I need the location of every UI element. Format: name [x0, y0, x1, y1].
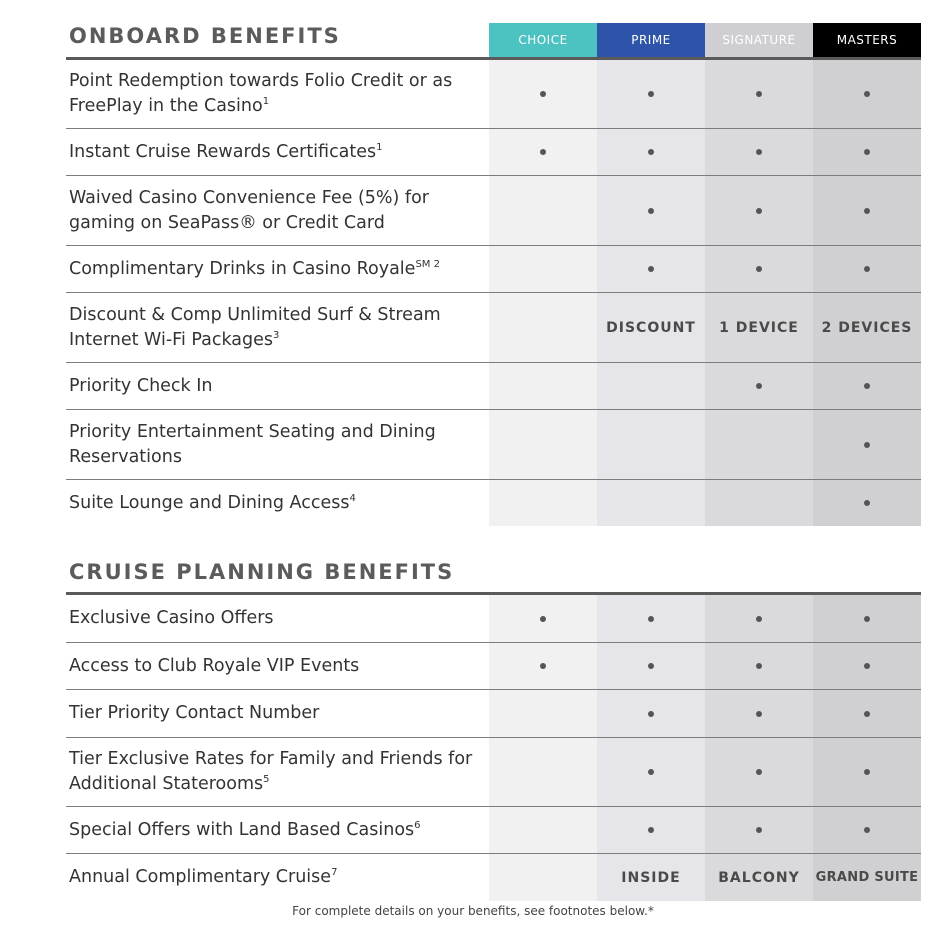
included-bullet-icon [540, 663, 546, 669]
included-bullet-icon [864, 266, 870, 272]
benefit-label-text: Waived Casino Convenience Fee (5%) for gaming on SeaPass® or Credit Card [69, 187, 429, 233]
tier-cell-masters [813, 293, 921, 362]
included-bullet-icon [864, 616, 870, 622]
onboard-benefits-table [66, 60, 921, 526]
benefit-row [66, 643, 921, 690]
tier-cell-signature [705, 246, 813, 292]
included-bullet-icon [756, 208, 762, 214]
footnote-marker: 5 [263, 774, 270, 786]
benefit-label [66, 410, 489, 479]
benefit-label-text: Tier Priority Contact Number [69, 703, 320, 723]
tier-prime: PRIME [597, 23, 705, 57]
included-bullet-icon [756, 149, 762, 155]
included-bullet-icon [864, 149, 870, 155]
benefit-label [66, 246, 489, 292]
cruise-planning-benefits-table [66, 595, 921, 901]
tier-choice: CHOICE [489, 23, 597, 57]
benefit-row [66, 480, 921, 526]
benefit-label [66, 595, 489, 642]
benefit-label [66, 293, 489, 362]
included-bullet-icon [864, 91, 870, 97]
tier-cell-prime [597, 176, 705, 245]
tier-cell-signature [705, 643, 813, 689]
benefit-row [66, 129, 921, 176]
tier-cell-signature [705, 176, 813, 245]
benefit-label-text: Priority Entertainment Seating and Dining Reservations [69, 421, 436, 467]
tier-cell-masters [813, 854, 921, 901]
tier-value-text: INSIDE [621, 869, 681, 886]
tier-cell-prime [597, 246, 705, 292]
tier-cell-choice [489, 60, 597, 128]
tier-cell-prime [597, 643, 705, 689]
tier-value-text: BALCONY [718, 869, 800, 886]
benefit-row [66, 410, 921, 480]
included-bullet-icon [648, 769, 654, 775]
tier-cell-signature [705, 690, 813, 737]
tier-cell-choice [489, 854, 597, 901]
included-bullet-icon [756, 616, 762, 622]
cruise-planning-benefits-title: CRUISE PLANNING BENEFITS [69, 560, 455, 584]
tier-cell-signature [705, 480, 813, 526]
benefit-row [66, 690, 921, 738]
tier-value-text: 2 DEVICES [821, 319, 913, 336]
tier-cell-prime [597, 480, 705, 526]
included-bullet-icon [864, 827, 870, 833]
onboard-benefits-title: ONBOARD BENEFITS [69, 24, 341, 48]
tier-cell-choice [489, 129, 597, 175]
included-bullet-icon [864, 663, 870, 669]
included-bullet-icon [648, 827, 654, 833]
tier-cell-prime [597, 854, 705, 901]
included-bullet-icon [756, 266, 762, 272]
included-bullet-icon [864, 442, 870, 448]
footnote-marker: SM 2 [415, 258, 440, 270]
tier-value-text: GRAND SUITE [815, 870, 919, 885]
tier-cell-choice [489, 480, 597, 526]
included-bullet-icon [540, 91, 546, 97]
tier-value-text: DISCOUNT [606, 319, 696, 336]
tier-cell-signature [705, 363, 813, 409]
tier-cell-masters [813, 246, 921, 292]
tier-cell-masters [813, 410, 921, 479]
benefit-row [66, 293, 921, 363]
tier-cell-prime [597, 60, 705, 128]
footnote-marker: 1 [376, 141, 383, 153]
tier-cell-signature [705, 293, 813, 362]
benefit-label [66, 60, 489, 128]
included-bullet-icon [540, 616, 546, 622]
tier-cell-choice [489, 246, 597, 292]
footnote: For complete details on your benefits, see footnotes below.* [292, 904, 654, 918]
included-bullet-icon [864, 208, 870, 214]
included-bullet-icon [864, 383, 870, 389]
tier-header [489, 23, 921, 57]
tier-cell-masters [813, 60, 921, 128]
benefit-label [66, 854, 489, 901]
tier-cell-masters [813, 363, 921, 409]
tier-cell-choice [489, 410, 597, 479]
benefit-row [66, 738, 921, 807]
benefit-label [66, 690, 489, 737]
benefit-label [66, 129, 489, 175]
included-bullet-icon [756, 769, 762, 775]
benefit-label [66, 363, 489, 409]
tier-cell-signature [705, 738, 813, 806]
tier-cell-prime [597, 293, 705, 362]
included-bullet-icon [756, 663, 762, 669]
benefit-row [66, 807, 921, 854]
tier-cell-prime [597, 807, 705, 853]
footnote-marker: 6 [414, 819, 421, 831]
included-bullet-icon [864, 711, 870, 717]
tier-cell-choice [489, 690, 597, 737]
tier-cell-signature [705, 807, 813, 853]
benefit-label [66, 176, 489, 245]
tier-cell-prime [597, 129, 705, 175]
tier-cell-masters [813, 807, 921, 853]
included-bullet-icon [756, 711, 762, 717]
tier-cell-masters [813, 480, 921, 526]
benefit-label [66, 480, 489, 526]
benefit-label-text: Instant Cruise Rewards Certificates [69, 141, 377, 162]
tier-cell-choice [489, 176, 597, 245]
benefit-label [66, 643, 489, 689]
tier-cell-choice [489, 738, 597, 806]
included-bullet-icon [756, 383, 762, 389]
footnote-marker: 4 [349, 492, 356, 504]
tier-cell-signature [705, 129, 813, 175]
tier-cell-choice [489, 807, 597, 853]
tier-cell-choice [489, 595, 597, 642]
tier-cell-signature [705, 595, 813, 642]
included-bullet-icon [648, 663, 654, 669]
tier-cell-choice [489, 643, 597, 689]
included-bullet-icon [648, 711, 654, 717]
tier-cell-signature [705, 410, 813, 479]
benefit-row [66, 595, 921, 643]
tier-cell-prime [597, 595, 705, 642]
benefit-row [66, 60, 921, 129]
footnote-marker: 7 [331, 867, 338, 879]
benefit-label-text: Complimentary Drinks in Casino Royale [69, 258, 416, 279]
benefit-label-text: Point Redemption towards Folio Credit or as FreePlay in the Casino [69, 71, 453, 116]
benefit-label-text: Discount & Comp Unlimited Surf & Stream Internet Wi-Fi Packages [69, 304, 441, 350]
included-bullet-icon [756, 91, 762, 97]
benefit-label-text: Special Offers with Land Based Casinos [69, 819, 415, 840]
tier-cell-choice [489, 293, 597, 362]
included-bullet-icon [648, 266, 654, 272]
tier-masters: MASTERS [813, 23, 921, 57]
included-bullet-icon [648, 91, 654, 97]
tier-cell-masters [813, 176, 921, 245]
tier-cell-masters [813, 738, 921, 806]
benefit-label-text: Suite Lounge and Dining Access [69, 492, 350, 513]
included-bullet-icon [540, 149, 546, 155]
tier-cell-masters [813, 129, 921, 175]
tier-cell-choice [489, 363, 597, 409]
included-bullet-icon [648, 208, 654, 214]
tier-cell-signature [705, 60, 813, 128]
benefit-row [66, 176, 921, 246]
tier-value-text: 1 DEVICE [719, 319, 799, 336]
benefit-label-text: Annual Complimentary Cruise [69, 867, 332, 887]
benefit-row [66, 246, 921, 293]
footnote-marker: 3 [273, 329, 280, 341]
benefit-label-text: Exclusive Casino Offers [69, 608, 274, 628]
benefit-row [66, 854, 921, 901]
tier-cell-masters [813, 595, 921, 642]
included-bullet-icon [864, 500, 870, 506]
tier-cell-masters [813, 643, 921, 689]
benefit-label-text: Access to Club Royale VIP Events [69, 655, 360, 676]
included-bullet-icon [756, 827, 762, 833]
included-bullet-icon [864, 769, 870, 775]
tier-cell-signature [705, 854, 813, 901]
benefit-row [66, 363, 921, 410]
benefit-label [66, 738, 489, 806]
footnote-marker: 1 [262, 96, 270, 108]
included-bullet-icon [648, 149, 654, 155]
tier-cell-masters [813, 690, 921, 737]
tier-cell-prime [597, 410, 705, 479]
tier-signature: SIGNATURE [705, 23, 813, 57]
tier-cell-prime [597, 690, 705, 737]
tier-cell-prime [597, 738, 705, 806]
benefit-label-text: Priority Check In [69, 375, 213, 396]
benefit-label-text: Tier Exclusive Rates for Family and Friends for Additional Staterooms [69, 749, 473, 794]
included-bullet-icon [648, 616, 654, 622]
benefit-label [66, 807, 489, 853]
tier-cell-prime [597, 363, 705, 409]
